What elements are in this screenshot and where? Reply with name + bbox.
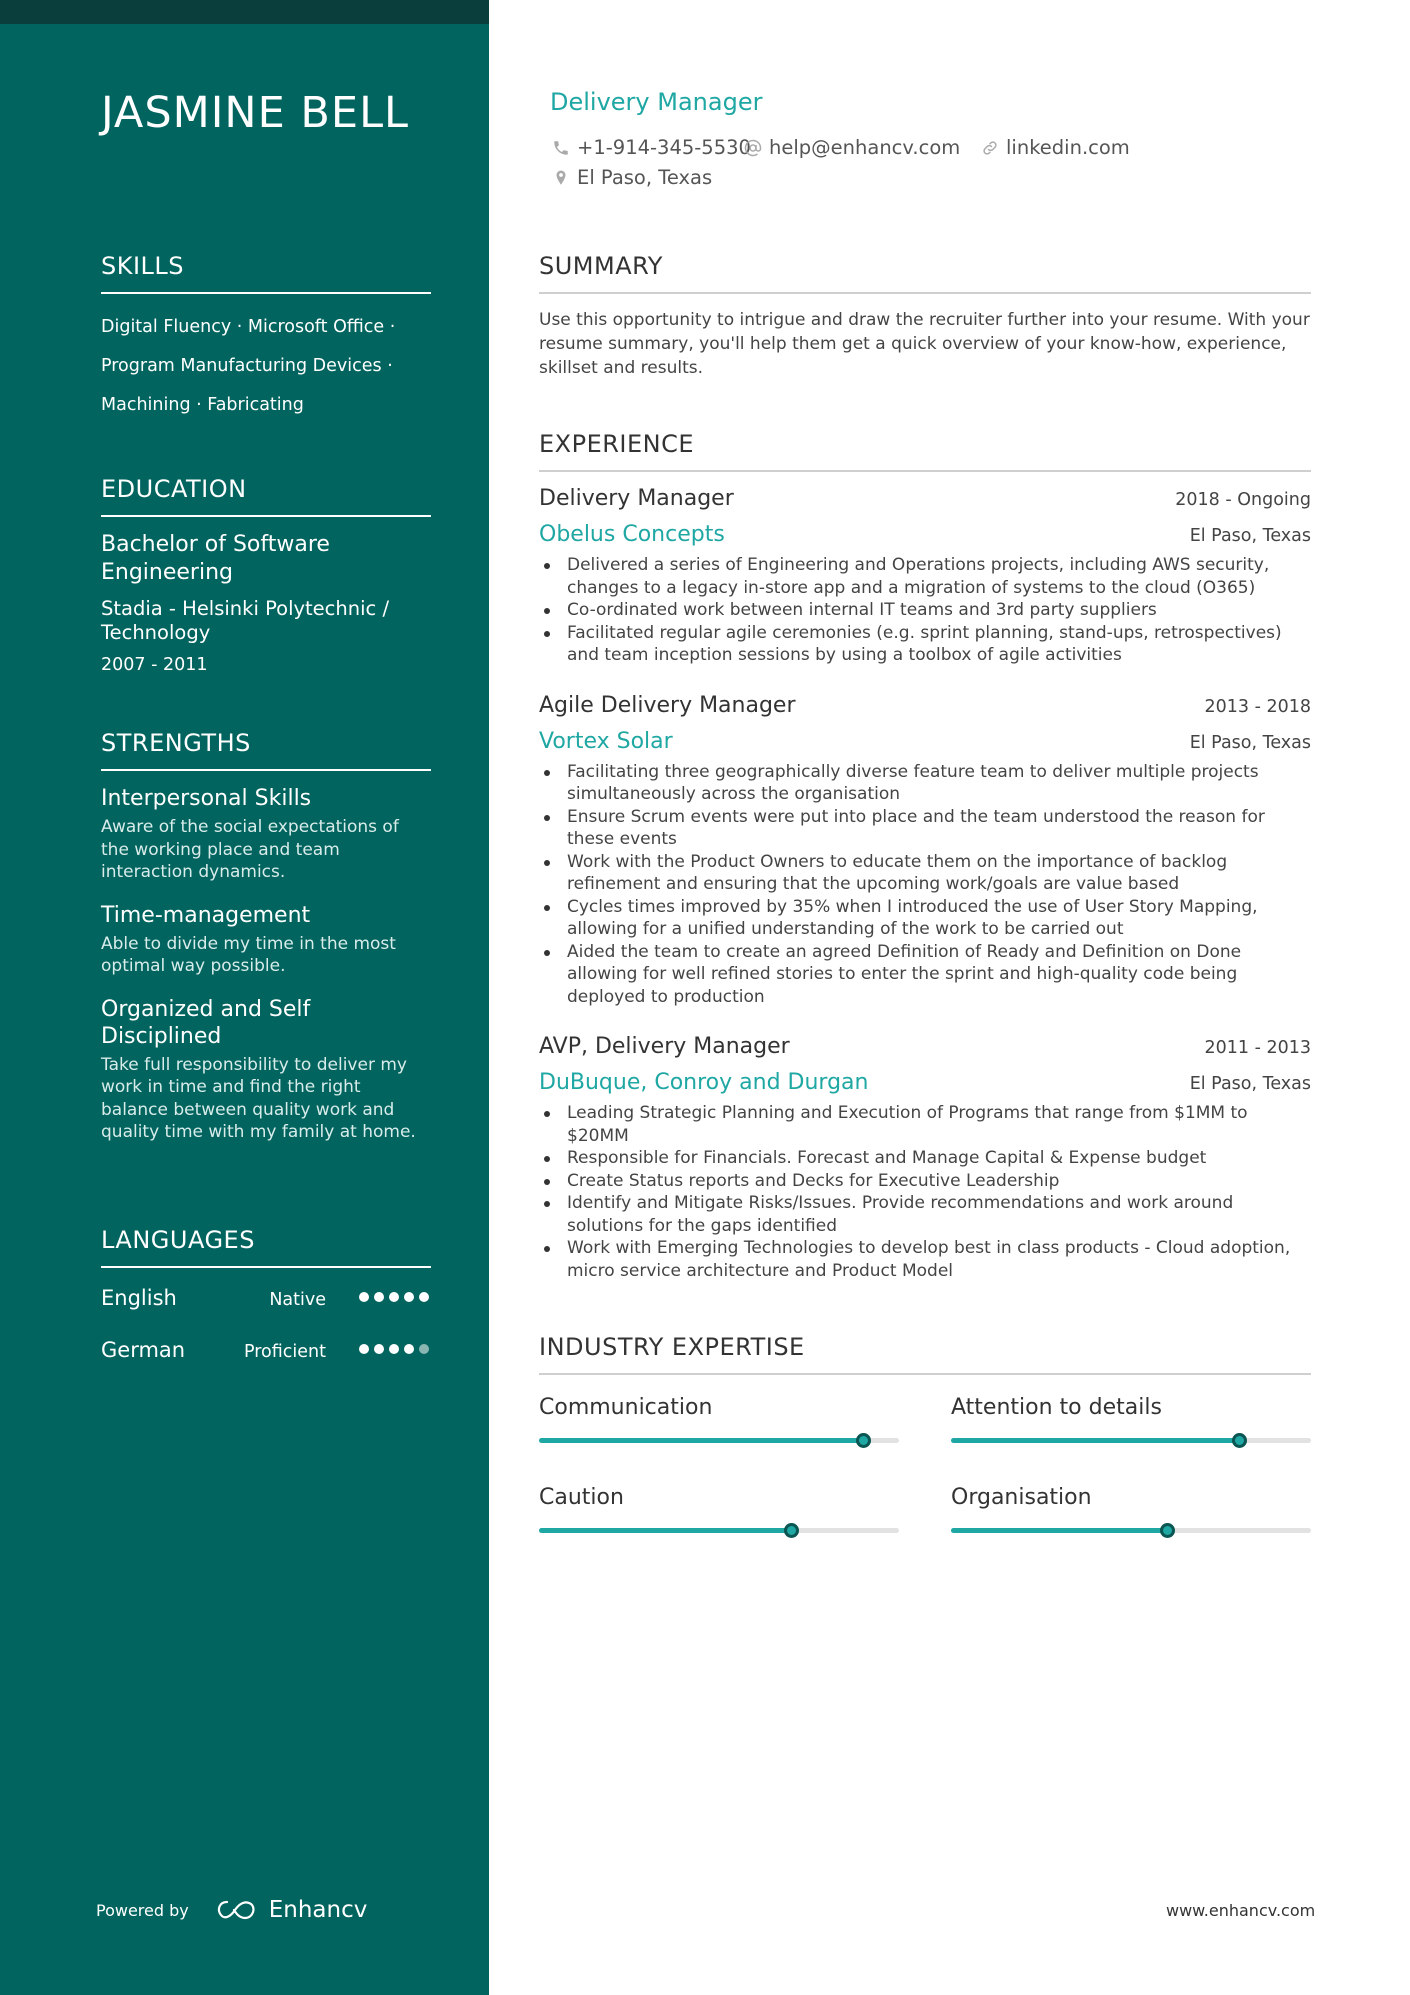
phone-number: +1-914-345-5530: [577, 136, 751, 159]
enhancv-logo[interactable]: [215, 1897, 368, 1923]
location-text: El Paso, Texas: [577, 166, 713, 189]
education-heading: EDUCATION: [101, 475, 431, 517]
job-position: Delivery Manager: [539, 486, 734, 511]
rating-dot: [404, 1344, 414, 1354]
expertise-label: Communication: [539, 1395, 713, 1420]
job-company: DuBuque, Conroy and Durgan: [539, 1070, 869, 1095]
skill-line: Digital Fluency · Microsoft Office ·: [101, 317, 396, 337]
job-bullet: Co-ordinated work between internal IT teams and 3rd party suppliers: [567, 599, 1311, 622]
summary-section: [539, 252, 1311, 380]
expertise-label: Attention to details: [951, 1395, 1162, 1420]
job-location: El Paso, Texas: [1189, 1074, 1311, 1094]
job-bullet: Facilitating three geographically diverse feature team to deliver multiple projects simultaneously across the organisation: [567, 761, 1311, 806]
job-company-row: [539, 1070, 1311, 1102]
strength-title: Organized and Self Disciplined: [101, 996, 311, 1049]
job-bullet: Facilitated regular agile ceremonies (e.g. sprint planning, stand-ups, retrospectives) and team inception sessions by using a toolbox of agile activities: [567, 622, 1311, 667]
job-bullet: Responsible for Financials. Forecast and Manage Capital & Expense budget: [567, 1147, 1311, 1170]
strengths-section: [101, 729, 431, 1162]
expertise-bar-knob: [784, 1523, 799, 1538]
expertise-item: [951, 1485, 1311, 1533]
rating-dot: [404, 1292, 414, 1302]
skill-line: Program Manufacturing Devices ·: [101, 356, 393, 376]
expertise-bar: [539, 1528, 899, 1533]
job-header: [539, 486, 1311, 522]
education-degree: Bachelor of Software Engineering: [101, 532, 330, 585]
rating-dot: [419, 1292, 429, 1302]
language-level: Native: [269, 1290, 326, 1310]
expertise-bar-knob: [1160, 1523, 1175, 1538]
expertise-bar-fill: [951, 1528, 1167, 1533]
language-level: Proficient: [244, 1342, 326, 1362]
strength-description: Aware of the social expectations of the working place and team interaction dynamics.: [101, 817, 399, 882]
experience-entry: [539, 1034, 1311, 1282]
expertise-item: [951, 1395, 1311, 1443]
expertise-label: Organisation: [951, 1485, 1092, 1510]
at-sign-icon: [744, 139, 762, 157]
expertise-bar-knob: [856, 1433, 871, 1448]
job-bullet: Leading Strategic Planning and Execution of Programs that range from $1MM to $20MM: [567, 1102, 1311, 1147]
skills-section: [101, 252, 431, 425]
contact-phone: [552, 136, 751, 159]
education-dates: 2007 - 2011: [101, 655, 208, 675]
experience-entry: [539, 693, 1311, 1009]
job-bullet: Identify and Mitigate Risks/Issues. Provide recommendations and work around solutions for the gaps identified: [567, 1192, 1311, 1237]
job-company: Obelus Concepts: [539, 522, 725, 547]
job-bullet: Work with Emerging Technologies to develop best in class products - Cloud adoption, micro service architecture and Product Model: [567, 1237, 1311, 1282]
expertise-bar: [951, 1438, 1311, 1443]
rating-dot: [419, 1344, 429, 1354]
expertise-grid: [539, 1389, 1311, 1609]
job-bullet: Ensure Scrum events were put into place and the team understood the reason for these events: [567, 806, 1311, 851]
language-name: German: [101, 1338, 186, 1362]
rating-dot: [389, 1292, 399, 1302]
rating-dot: [389, 1344, 399, 1354]
job-dates: 2013 - 2018: [1204, 696, 1311, 717]
job-header: [539, 1034, 1311, 1070]
contact-linkedin[interactable]: [981, 136, 1130, 159]
link-icon: [981, 139, 999, 157]
phone-icon: [552, 139, 570, 157]
education-school: Stadia - Helsinki Polytechnic / Technology: [101, 597, 390, 644]
expertise-bar-fill: [951, 1438, 1239, 1443]
languages-heading: LANGUAGES: [101, 1226, 431, 1268]
job-company-row: [539, 522, 1311, 554]
powered-by: [96, 1897, 367, 1923]
job-location: El Paso, Texas: [1189, 526, 1311, 546]
job-bullet: Create Status reports and Decks for Executive Leadership: [567, 1170, 1311, 1193]
strength-description: Take full responsibility to deliver my work in time and find the right balance between quality work and quality time with my family at home.: [101, 1054, 416, 1142]
job-position: AVP, Delivery Manager: [539, 1034, 790, 1059]
expertise-bar-fill: [539, 1438, 863, 1443]
rating-dot: [374, 1292, 384, 1302]
skill-line: Machining · Fabricating: [101, 395, 304, 415]
strength-title: Time-management: [101, 902, 311, 928]
job-dates: 2018 - Ongoing: [1175, 490, 1311, 510]
contact-email[interactable]: [744, 136, 960, 159]
strength-title: Interpersonal Skills: [101, 786, 312, 811]
sidebar-top-bar: [0, 0, 489, 24]
rating-dot: [359, 1292, 369, 1302]
job-bullets: [539, 554, 1311, 667]
job-bullets: [539, 1102, 1311, 1282]
language-rating: [359, 1292, 429, 1302]
job-title: Delivery Manager: [550, 88, 763, 116]
job-bullet: Work with the Product Owners to educate them on the importance of backlog refinement and ensuring that the upcoming work/goals are value based: [567, 851, 1311, 896]
experience-section: [539, 430, 1311, 1308]
expertise-bar-knob: [1232, 1433, 1247, 1448]
industry-expertise-section: [539, 1333, 1311, 1609]
job-bullet: Delivered a series of Engineering and Operations projects, including AWS security, changes to a legacy in-store app and a migration of systems to the cloud (O365): [567, 554, 1311, 599]
job-bullets: [539, 761, 1311, 1009]
sidebar: [0, 0, 489, 1995]
job-company: Vortex Solar: [539, 728, 673, 754]
summary-heading: SUMMARY: [539, 252, 1311, 294]
job-location: El Paso, Texas: [1189, 732, 1311, 753]
language-name: English: [101, 1286, 177, 1310]
job-bullet: Aided the team to create an agreed Definition of Ready and Definition on Done allowing for well refined stories to enter the sprint and high-quality code being deployed to production: [567, 941, 1311, 1009]
strengths-heading: STRENGTHS: [101, 729, 431, 771]
website-link[interactable]: www.enhancv.com: [1166, 1901, 1316, 1920]
strength-description: Able to divide my time in the most optimal way possible.: [101, 933, 396, 976]
language-rating: [359, 1344, 429, 1354]
powered-by-label: Powered by: [96, 1900, 189, 1920]
expertise-bar-fill: [539, 1528, 791, 1533]
job-company-row: [539, 729, 1311, 761]
contact-location: [552, 166, 712, 189]
location-pin-icon: [552, 169, 570, 187]
enhancv-logo-icon: [215, 1899, 259, 1921]
experience-list: [539, 486, 1311, 1282]
enhancv-logo-text: Enhancv: [268, 1897, 368, 1923]
language-row: [101, 1282, 431, 1334]
email-address[interactable]: help@enhancv.com: [769, 136, 961, 159]
expertise-item: [539, 1395, 899, 1443]
experience-heading: EXPERIENCE: [539, 430, 1311, 472]
experience-entry: [539, 486, 1311, 667]
job-position: Agile Delivery Manager: [539, 692, 796, 718]
expertise-bar: [539, 1438, 899, 1443]
languages-section: [101, 1226, 431, 1386]
linkedin-link[interactable]: linkedin.com: [1006, 136, 1130, 159]
education-section: [101, 475, 431, 675]
skills-heading: SKILLS: [101, 252, 431, 294]
industry-expertise-heading: INDUSTRY EXPERTISE: [539, 1333, 1311, 1375]
job-bullet: Cycles times improved by 35% when I introduced the use of User Story Mapping, allowing for a unified understanding of the work to be carried out: [567, 896, 1311, 941]
expertise-item: [539, 1485, 899, 1533]
summary-text: Use this opportunity to intrigue and draw the recruiter further into your resume. With your resume summary, you'll help them get a quick overview of your know-how, experience, skillset and results.: [539, 310, 1310, 378]
job-header: [539, 693, 1311, 729]
expertise-label: Caution: [539, 1485, 624, 1510]
rating-dot: [359, 1344, 369, 1354]
expertise-bar: [951, 1528, 1311, 1533]
rating-dot: [374, 1344, 384, 1354]
candidate-name: JASMINE BELL: [101, 88, 410, 138]
language-row: [101, 1334, 431, 1386]
job-dates: 2011 - 2013: [1204, 1038, 1311, 1058]
